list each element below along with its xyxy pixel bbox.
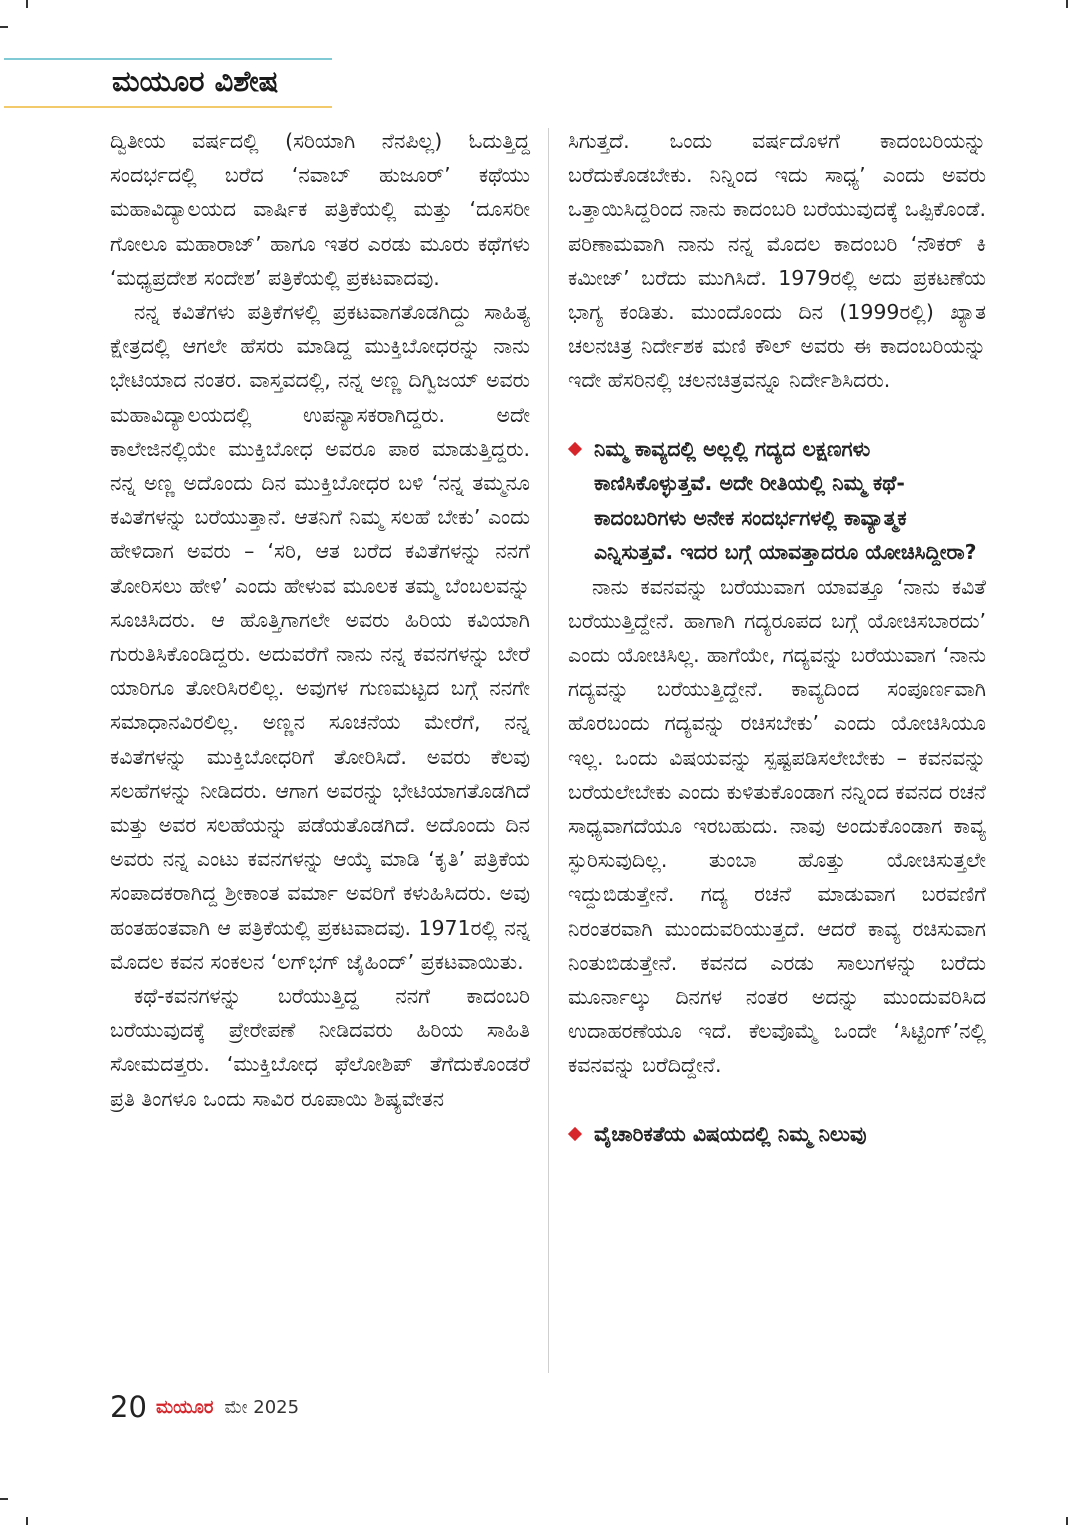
spacer [568, 1083, 986, 1117]
crop-mark [1066, 0, 1068, 8]
paragraph: ಸಿಗುತ್ತದೆ. ಒಂದು ವರ್ಷದೊಳಗೆ ಕಾದಂಬರಿಯನ್ನು ಬರೆದುಕೊಡಬೇಕು. ನಿನ್ನಿಂದ ಇದು ಸಾಧ್ಯ’ ಎಂದು ಅವರು ಒತ್ತಾಯಿಸಿದ್ದರಿಂದ ನಾನು ಕಾದಂಬರಿ ಬರೆಯುವುದಕ್ಕೆ ಒಪ್ಪಿಕೊಂಡೆ. ಪರಿಣಾಮವಾಗಿ ನಾನು ನನ್ನ ಮೊದಲ ಕಾದಂಬರಿ ‘ನೌಕರ್ ಕಿ ಕಮೀಜ್’ ಬರೆದು ಮುಗಿಸಿದೆ. 1979ರಲ್ಲಿ ಅದು ಪ್ರಕಟಣೆಯ ಭಾಗ್ಯ ಕಂಡಿತು. ಮುಂದೊಂದು ದಿನ (1999ರಲ್ಲಿ) ಖ್ಯಾತ ಚಲನಚಿತ್ರ ನಿರ್ದೇಶಕ ಮಣಿ ಕೌಲ್ ಅವರು ಈ ಕಾದಂಬರಿಯನ್ನು ಇದೇ ಹೆಸರಿನಲ್ಲಿ ಚಲನಚಿತ್ರವನ್ನೂ ನಿರ್ದೇಶಿಸಿದರು. [568, 129, 986, 393]
diamond-bullet-icon [568, 442, 582, 456]
crop-mark [1066, 1517, 1068, 1525]
question-text: ವೈಚಾರಿಕತೆಯ ವಿಷಯದಲ್ಲಿ ನಿಮ್ಮ ನಿಲುವು [594, 1121, 867, 1146]
section-title: ಮಯೂರ ವಿಶೇಷ [112, 64, 279, 98]
crop-mark [26, 0, 28, 8]
diamond-bullet-icon [568, 1127, 582, 1141]
paragraph: ನನ್ನ ಕವಿತೆಗಳು ಪತ್ರಿಕೆಗಳಲ್ಲಿ ಪ್ರಕಟವಾಗತೊಡಗಿದ್ದು ಸಾಹಿತ್ಯ ಕ್ಷೇತ್ರದಲ್ಲಿ ಆಗಲೇ ಹೆಸರು ಮಾಡಿದ್ದ ಮುಕ್ತಿಬೋಧರನ್ನು ನಾನು ಭೇಟಿಯಾದ ನಂತರ. ವಾಸ್ತವದಲ್ಲಿ, ನನ್ನ ಅಣ್ಣ ದಿಗ್ವಿಜಯ್ ಅವರು ಮಹಾವಿದ್ಯಾಲಯದಲ್ಲಿ ಉಪನ್ಯಾಸಕರಾಗಿದ್ದರು. ಅದೇ ಕಾಲೇಜಿನಲ್ಲಿಯೇ ಮುಕ್ತಿಬೋಧ ಅವರೂ ಪಾಠ ಮಾಡುತ್ತಿದ್ದರು. ನನ್ನ ಅಣ್ಣ ಅದೊಂದು ದಿನ ಮುಕ್ತಿಬೋಧರ ಬಳಿ ‘ನನ್ನ ತಮ್ಮನೂ ಕವಿತೆಗಳನ್ನು ಬರೆಯುತ್ತಾನೆ. ಆತನಿಗೆ ನಿಮ್ಮ ಸಲಹೆ ಬೇಕು’ ಎಂದು ಹೇಳಿದಾಗ ಅವರು – ‘ಸರಿ, ಆತ ಬರೆದ ಕವಿತೆಗಳನ್ನು ನನಗೆ ತೋರಿಸಲು ಹೇಳಿ’ ಎಂದು ಹೇಳುವ ಮೂಲಕ ತಮ್ಮ ಬೆಂಬಲವನ್ನು ಸೂಚಿಸಿದರು. ಆ ಹೊತ್ತಿಗಾಗಲೇ ಅವರು ಹಿರಿಯ ಕವಿಯಾಗಿ ಗುರುತಿಸಿಕೊಂಡಿದ್ದರು. ಅದುವರೆಗೆ ನಾನು ನನ್ನ ಕವನಗಳನ್ನು ಬೇರೆ ಯಾರಿಗೂ ತೋರಿಸಿರಲಿಲ್ಲ. ಅವುಗಳ ಗುಣಮಟ್ಟದ ಬಗ್ಗೆ ನನಗೇ ಸಮಾಧಾನವಿರಲಿಲ್ಲ. ಅಣ್ಣನ ಸೂಚನೆಯ ಮೇರೆಗೆ, ನನ್ನ ಕವಿತೆಗಳನ್ನು ಮುಕ್ತಿಬೋಧರಿಗೆ ತೋರಿಸಿದೆ. ಅವರು ಕೆಲವು ಸಲಹೆಗಳನ್ನು ನೀಡಿದರು. ಆಗಾಗ ಅವರನ್ನು ಭೇಟಿಯಾಗತೊಡಗಿದೆ ಮತ್ತು ಅವರ ಸಲಹೆಯನ್ನು ಪಡೆಯತೊಡಗಿದೆ. ಅದೊಂದು ದಿನ ಅವರು ನನ್ನ ಎಂಟು ಕವನಗಳನ್ನು ಆಯ್ಕೆ ಮಾಡಿ ‘ಕೃತಿ’ ಪತ್ರಿಕೆಯ ಸಂಪಾದಕರಾಗಿದ್ದ ಶ್ರೀಕಾಂತ ವರ್ಮಾ ಅವರಿಗೆ ಕಳುಹಿಸಿದರು. ಅವು ಹಂತಹಂತವಾಗಿ ಆ ಪತ್ರಿಕೆಯಲ್ಲಿ ಪ್ರಕಟವಾದವು. 1971ರಲ್ಲಿ ನನ್ನ ಮೊದಲ ಕವನ ಸಂಕಲನ ‘ಲಗ್‌ಭಗ್ ಜೈಹಿಂದ್’ ಪ್ರಕಟವಾಯಿತು. [110, 300, 530, 974]
paragraph: ದ್ವಿತೀಯ ವರ್ಷದಲ್ಲಿ (ಸರಿಯಾಗಿ ನೆನಪಿಲ್ಲ) ಓದುತ್ತಿದ್ದ ಸಂದರ್ಭದಲ್ಲಿ ಬರೆದ ‘ನವಾಬ್ ಹುಜೂರ್’ ಕಥೆಯು ಮಹಾವಿದ್ಯಾಲಯದ ವಾರ್ಷಿಕ ಪತ್ರಿಕೆಯಲ್ಲಿ ಮತ್ತು ‘ದೂಸರೀ ಗೋಲೂ ಮಹಾರಾಜ್’ ಹಾಗೂ ಇತರ ಎರಡು ಮೂರು ಕಥೆಗಳು ‘ಮಧ್ಯಪ್ರದೇಶ ಸಂದೇಶ’ ಪತ್ರಿಕೆಯಲ್ಲಿ ಪ್ರಕಟವಾದವು. [110, 129, 530, 290]
section-header [4, 58, 332, 108]
interview-question [568, 432, 986, 570]
header-rule-bottom [4, 106, 332, 108]
column-divider [548, 128, 549, 1373]
spacer [568, 398, 986, 432]
answer-paragraph: ನಾನು ಕವನವನ್ನು ಬರೆಯುವಾಗ ಯಾವತ್ತೂ ‘ನಾನು ಕವಿತೆ ಬರೆಯುತ್ತಿದ್ದೇನೆ. ಹಾಗಾಗಿ ಗದ್ಯರೂಪದ ಬಗ್ಗೆ ಯೋಚಿಸಬಾರದು’ ಎಂದು ಯೋಚಿಸಿಲ್ಲ. ಹಾಗೆಯೇ, ಗದ್ಯವನ್ನು ಬರೆಯುವಾಗ ‘ನಾನು ಗದ್ಯವನ್ನು ಬರೆಯುತ್ತಿದ್ದೇನೆ. ಕಾವ್ಯದಿಂದ ಸಂಪೂರ್ಣವಾಗಿ ಹೊರಬಂದು ಗದ್ಯವನ್ನು ರಚಿಸಬೇಕು’ ಎಂದು ಯೋಚಿಸಿಯೂ ಇಲ್ಲ. ಒಂದು ವಿಷಯವನ್ನು ಸ್ಪಷ್ಟಪಡಿಸಲೇಬೇಕು – ಕವನವನ್ನು ಬರೆಯಲೇಬೇಕು ಎಂದು ಕುಳಿತುಕೊಂಡಾಗ ನನ್ನಿಂದ ಕವನದ ರಚನೆ ಸಾಧ್ಯವಾಗದೆಯೂ ಇರಬಹುದು. ನಾವು ಅಂದುಕೊಂಡಾಗ ಕಾವ್ಯ ಸ್ಫುರಿಸುವುದಿಲ್ಲ. ತುಂಬಾ ಹೊತ್ತು ಯೋಚಿಸುತ್ತಲೇ ಇದ್ದುಬಿಡುತ್ತೇನೆ. ಗದ್ಯ ರಚನೆ ಮಾಡುವಾಗ ಬರವಣಿಗೆ ನಿರಂತರವಾಗಿ ಮುಂದುವರಿಯುತ್ತದೆ. ಆದರೆ ಕಾವ್ಯ ರಚಿಸುವಾಗ ನಿಂತುಬಿಡುತ್ತೇನೆ. ಕವನದ ಎರಡು ಸಾಲುಗಳನ್ನು ಬರೆದು ಮೂರ್ನಾಲ್ಕು ದಿನಗಳ ನಂತರ ಅದನ್ನು ಮುಂದುವರಿಸಿದ ಉದಾಹರಣೆಯೂ ಇದೆ. ಕೆಲವೊಮ್ಮೆ ಒಂದೇ ‘ಸಿಟ್ಟಿಂಗ್’ನಲ್ಲಿ ಕವನವನ್ನು ಬರೆದಿದ್ದೇನೆ. [568, 574, 986, 1078]
question-text: ನಿಮ್ಮ ಕಾವ್ಯದಲ್ಲಿ ಅಲ್ಲಲ್ಲಿ ಗದ್ಯದ ಲಕ್ಷಣಗಳು ಕಾಣಿಸಿಕೊಳ್ಳುತ್ತವೆ. ಅದೇ ರೀತಿಯಲ್ಲಿ ನಿಮ್ಮ ಕಥೆ-ಕಾದಂಬರಿಗಳು ಅನೇಕ ಸಂದರ್ಭಗಳಲ್ಲಿ ಕಾವ್ಯಾತ್ಮಕ ಎನ್ನಿಸುತ್ತವೆ. ಇದರ ಬಗ್ಗೆ ಯಾವತ್ತಾದರೂ ಯೋಚಿಸಿದ್ದೀರಾ? [594, 436, 977, 565]
crop-mark [26, 1517, 28, 1525]
page-footer [110, 1390, 299, 1430]
paragraph: ಕಥೆ-ಕವನಗಳನ್ನು ಬರೆಯುತ್ತಿದ್ದ ನನಗೆ ಕಾದಂಬರಿ ಬರೆಯುವುದಕ್ಕೆ ಪ್ರೇರೇಪಣೆ ನೀಡಿದವರು ಹಿರಿಯ ಸಾಹಿತಿ ಸೋಮದತ್ತರು. ‘ಮುಕ್ತಿಬೋಧ ಫೆಲೋಶಿಪ್ ತೆಗೆದುಕೊಂಡರೆ ಪ್ರತಿ ತಿಂಗಳೂ ಒಂದು ಸಾವಿರ ರೂಪಾಯಿ ಶಿಷ್ಯವೇತನ [110, 984, 530, 1111]
header-rule-top [4, 58, 332, 60]
crop-mark [0, 1498, 8, 1500]
crop-mark [0, 26, 8, 28]
interview-question [568, 1117, 986, 1152]
right-column [568, 124, 986, 1151]
left-column [110, 124, 530, 1116]
magazine-logo: ಮಯೂರ [156, 1396, 214, 1418]
page-number: 20 [110, 1390, 147, 1424]
issue-date: ಮೇ 2025 [224, 1396, 300, 1418]
